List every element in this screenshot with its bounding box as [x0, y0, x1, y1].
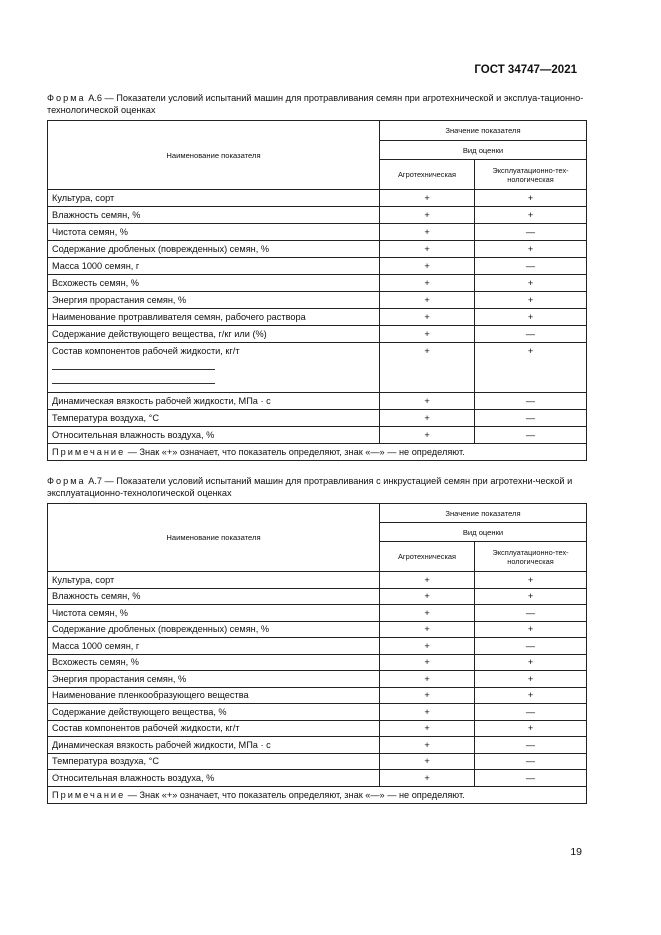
table-row-name: Энергия прорастания семян, %: [48, 671, 380, 688]
agro-value: +: [380, 654, 475, 671]
expl-value: +: [475, 687, 587, 704]
expl-value: +: [475, 241, 587, 258]
agro-value: +: [380, 410, 475, 427]
table-row-name: Влажность семян, %: [48, 207, 380, 224]
agro-value: +: [380, 190, 475, 207]
expl-value: —: [475, 326, 587, 343]
agro-value: +: [380, 292, 475, 309]
agro-value: +: [380, 770, 475, 787]
agro-value: +: [380, 671, 475, 688]
form-title: — Показатели условий испытаний машин для протравливания семян при агротехнической и эксплуа-тационно-технологической оценках: [47, 93, 584, 115]
agro-value: +: [380, 343, 475, 393]
agro-value: +: [380, 737, 475, 754]
standard-number: ГОСТ 34747—2021: [474, 64, 577, 76]
form-a7-table: [47, 503, 587, 804]
table-row-name: Содержание дробленых (поврежденных) семян, %: [48, 621, 380, 638]
agro-value: +: [380, 393, 475, 410]
expl-value: +: [475, 621, 587, 638]
agro-value: +: [380, 224, 475, 241]
table-row-name: Всхожесть семян, %: [48, 275, 380, 292]
agro-value: +: [380, 572, 475, 589]
table-row-name: Масса 1000 семян, г: [48, 638, 380, 655]
expl-value: —: [475, 410, 587, 427]
expl-value: —: [475, 224, 587, 241]
agro-value: +: [380, 427, 475, 444]
header-expl: Эксплуатационно-тех-нологическая: [475, 542, 587, 572]
table-row-name: Культура, сорт: [48, 190, 380, 207]
expl-value: +: [475, 190, 587, 207]
header-value: Значение показателя: [380, 504, 587, 523]
table-row-name: [48, 343, 380, 393]
form-number: А.7: [88, 476, 102, 486]
expl-value: —: [475, 753, 587, 770]
table-row-name: Температура воздуха, °С: [48, 410, 380, 427]
agro-value: +: [380, 241, 475, 258]
agro-value: +: [380, 309, 475, 326]
agro-value: +: [380, 258, 475, 275]
table-note: [48, 786, 587, 803]
expl-value: —: [475, 258, 587, 275]
agro-value: +: [380, 638, 475, 655]
note-text: — Знак «+» означает, что показатель определяют, знак «—» — не определяют.: [125, 789, 465, 800]
form-a6-table: [47, 120, 587, 461]
table-row-name: Наименование пленкообразующего вещества: [48, 687, 380, 704]
agro-value: +: [380, 326, 475, 343]
expl-value: +: [475, 720, 587, 737]
agro-value: +: [380, 588, 475, 605]
agro-value: +: [380, 275, 475, 292]
expl-value: +: [475, 654, 587, 671]
header-indicator-name: Наименование показателя: [48, 504, 380, 572]
table-row-name: Температура воздуха, °С: [48, 753, 380, 770]
table-row-name: Чистота семян, %: [48, 224, 380, 241]
expl-value: —: [475, 638, 587, 655]
header-agro: Агротехническая: [380, 160, 475, 190]
table-row-name: Содержание дробленых (поврежденных) семян, %: [48, 241, 380, 258]
table-row-name: Энергия прорастания семян, %: [48, 292, 380, 309]
table-row-name: Состав компонентов рабочей жидкости, кг/т: [48, 720, 380, 737]
note-label: Примечание: [52, 789, 126, 800]
table-row-name: Всхожесть семян, %: [48, 654, 380, 671]
agro-value: +: [380, 687, 475, 704]
expl-value: +: [475, 572, 587, 589]
expl-value: +: [475, 207, 587, 224]
expl-value: —: [475, 704, 587, 721]
table-row-name: Чистота семян, %: [48, 605, 380, 622]
expl-value: —: [475, 393, 587, 410]
note-text: — Знак «+» означает, что показатель определяют, знак «—» — не определяют.: [125, 447, 465, 457]
table-note: [48, 444, 587, 461]
expl-value: +: [475, 275, 587, 292]
table-row-name: Масса 1000 семян, г: [48, 258, 380, 275]
header-value: Значение показателя: [380, 121, 587, 141]
agro-value: +: [380, 720, 475, 737]
agro-value: +: [380, 621, 475, 638]
table-row-name: Культура, сорт: [48, 572, 380, 589]
expl-value: +: [475, 671, 587, 688]
table-row-name: Содержание действующего вещества, г/кг или (%): [48, 326, 380, 343]
header-agro: Агротехническая: [380, 542, 475, 572]
agro-value: +: [380, 605, 475, 622]
agro-value: +: [380, 704, 475, 721]
header-indicator-name: Наименование показателя: [48, 121, 380, 190]
expl-value: —: [475, 770, 587, 787]
table-row-name: Относительная влажность воздуха, %: [48, 770, 380, 787]
expl-value: +: [475, 292, 587, 309]
table-row-name: Относительная влажность воздуха, %: [48, 427, 380, 444]
expl-value: —: [475, 737, 587, 754]
page-number: 19: [570, 846, 582, 858]
expl-value: +: [475, 309, 587, 326]
table-row-name: Наименование протравливателя семян, рабочего раствора: [48, 309, 380, 326]
table-row-name: Влажность семян, %: [48, 588, 380, 605]
form-title: — Показатели условий испытаний машин для протравливания с инкрустацией семян при агротехни-ческой и эксплуатационно-технологической оценках: [47, 476, 573, 498]
row-label: Состав компонентов рабочей жидкости, кг/т: [52, 346, 240, 356]
form-label: Форма: [47, 476, 86, 486]
header-kind: Вид оценки: [380, 523, 587, 542]
table-row-name: Динамическая вязкость рабочей жидкости, МПа · с: [48, 393, 380, 410]
blank-fill-line: [52, 358, 215, 370]
table-row-name: Динамическая вязкость рабочей жидкости, МПа · с: [48, 737, 380, 754]
expl-value: +: [475, 343, 587, 393]
form-number: А.6: [88, 93, 102, 103]
form-a7-caption: [47, 475, 587, 499]
header-kind: Вид оценки: [380, 141, 587, 160]
expl-value: —: [475, 427, 587, 444]
expl-value: +: [475, 588, 587, 605]
table-row-name: Содержание действующего вещества, %: [48, 704, 380, 721]
header-expl: Эксплуатационно-тех-нологическая: [475, 160, 587, 190]
form-a6-caption: [47, 92, 587, 116]
note-label: Примечание: [52, 447, 126, 457]
agro-value: +: [380, 207, 475, 224]
form-label: Форма: [47, 93, 86, 103]
agro-value: +: [380, 753, 475, 770]
blank-fill-line: [52, 372, 215, 384]
expl-value: —: [475, 605, 587, 622]
